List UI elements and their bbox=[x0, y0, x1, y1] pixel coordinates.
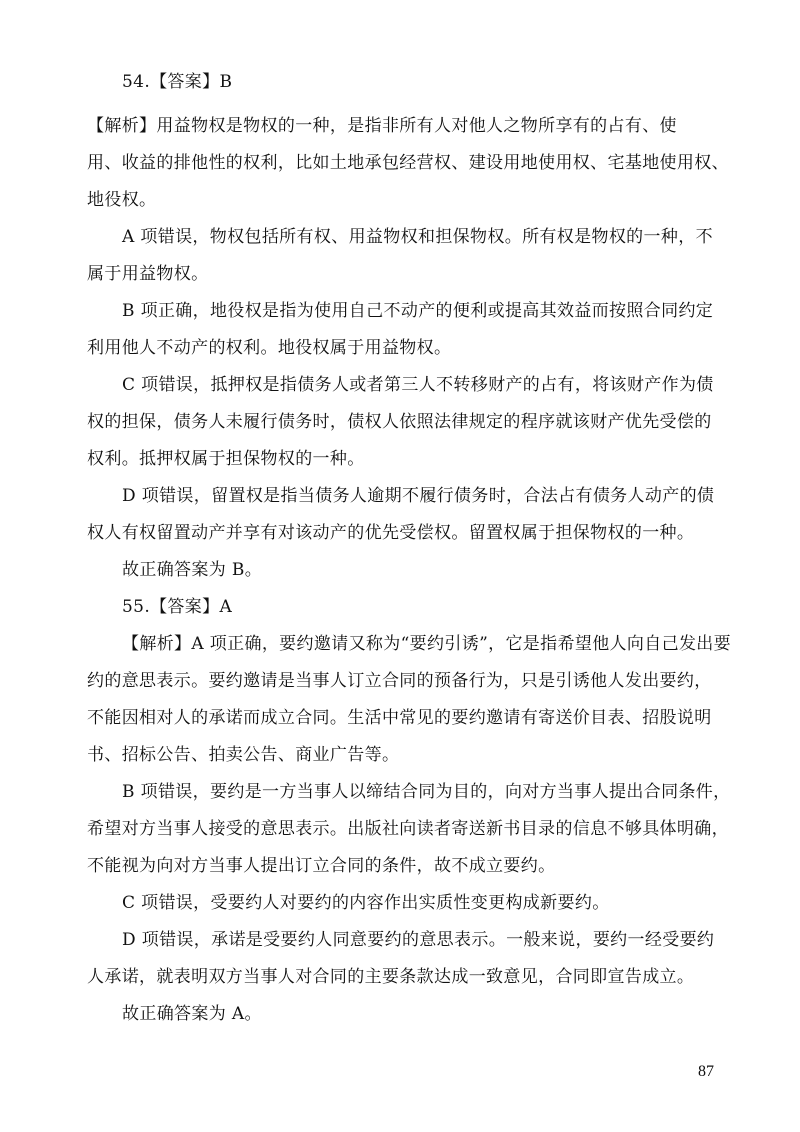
q54-option-c-line-1: C 项错误，抵押权是指债务人或者第三人不转移财产的占有，将该财产作为债 bbox=[122, 375, 714, 395]
q54-option-b-line-2: 利用他人不动产的权利。地役权属于用益物权。 bbox=[87, 338, 452, 358]
q54-analysis-line-1: 【解析】用益物权是物权的一种，是指非所有人对他人之物所享有的占有、使 bbox=[87, 116, 677, 136]
q55-analysis-line-3: 不能因相对人的承诺而成立合同。生活中常见的要约邀请有寄送价目表、招股说明 bbox=[87, 708, 712, 728]
q54-analysis-line-2: 用、收益的排他性的权利，比如土地承包经营权、建设用地使用权、宅基地使用权、 bbox=[87, 153, 729, 173]
q54-heading: 54.【答案】B bbox=[122, 72, 233, 92]
q55-option-b-line-3: 不能视为向对方当事人提出订立合同的条件，故不成立要约。 bbox=[87, 856, 556, 876]
q55-option-b-line-1: B 项错误，要约是一方当事人以缔结合同为目的，向对方当事人提出合同条件， bbox=[122, 782, 731, 802]
q55-analysis-line-4: 书、招标公告、拍卖公告、商业广告等。 bbox=[87, 745, 400, 765]
q55-analysis-line-1: 【解析】A 项正确，要约邀请又称为“要约引诱”，它是指希望他人向自己发出要 bbox=[122, 634, 732, 654]
q55-conclusion: 故正确答案为 A。 bbox=[122, 1004, 262, 1024]
q55-heading: 55.【答案】A bbox=[122, 597, 233, 617]
q54-option-a-line-1: A 项错误，物权包括所有权、用益物权和担保物权。所有权是物权的一种，不 bbox=[122, 227, 713, 247]
q55-analysis-line-2: 约的意思表示。要约邀请是当事人订立合同的预备行为，只是引诱他人发出要约， bbox=[87, 671, 712, 691]
q54-option-d-line-1: D 项错误，留置权是指当债务人逾期不履行债务时，合法占有债务人动产的债 bbox=[122, 486, 715, 506]
q54-option-d-line-2: 权人有权留置动产并享有对该动产的优先受偿权。留置权属于担保物权的一种。 bbox=[87, 523, 695, 543]
q54-option-c-line-2: 权的担保，债务人未履行债务时，债权人依照法律规定的程序就该财产优先受偿的 bbox=[87, 412, 712, 432]
q55-option-b-line-2: 希望对方当事人接受的意思表示。出版社向读者寄送新书目录的信息不够具体明确， bbox=[87, 819, 729, 839]
page-number: 87 bbox=[698, 1063, 714, 1080]
q54-option-a-line-2: 属于用益物权。 bbox=[87, 264, 209, 284]
q54-option-b-line-1: B 项正确，地役权是指为使用自己不动产的便利或提高其效益而按照合同约定 bbox=[122, 301, 714, 321]
q54-conclusion: 故正确答案为 B。 bbox=[122, 560, 263, 580]
q54-option-c-line-3: 权利。抵押权属于担保物权的一种。 bbox=[87, 449, 365, 469]
q55-option-d-line-1: D 项错误，承诺是受要约人同意要约的意思表示。一般来说，要约一经受要约 bbox=[122, 930, 715, 950]
q54-analysis-line-3: 地役权。 bbox=[87, 190, 157, 210]
q55-option-c-line-1: C 项错误，受要约人对要约的内容作出实质性变更构成新要约。 bbox=[122, 893, 610, 913]
q55-option-d-line-2: 人承诺，就表明双方当事人对合同的主要条款达成一致意见，合同即宣告成立。 bbox=[87, 967, 695, 987]
